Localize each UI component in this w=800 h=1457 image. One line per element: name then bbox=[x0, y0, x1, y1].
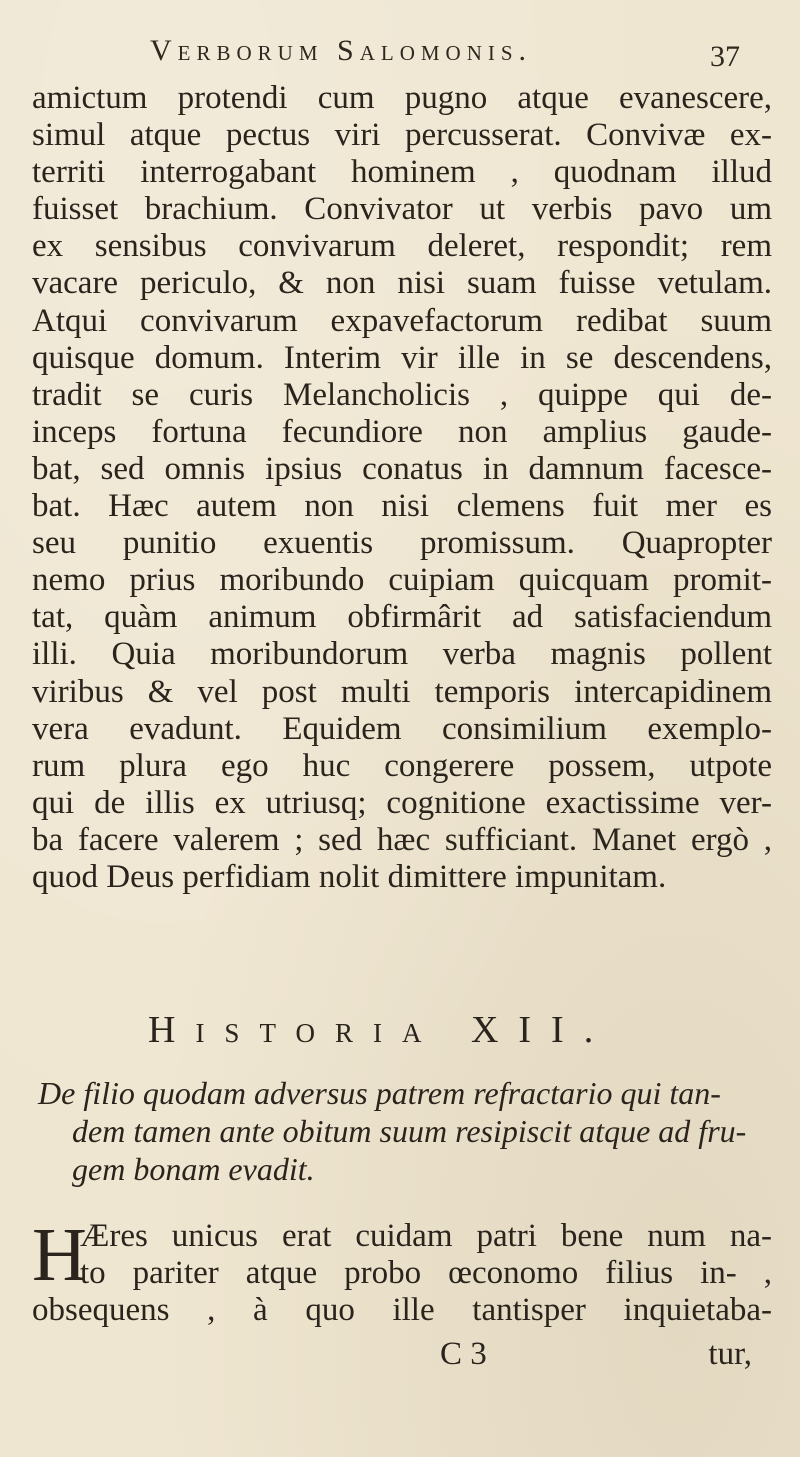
signature-mark: C 3 bbox=[440, 1336, 487, 1372]
drop-cap: H bbox=[32, 1213, 87, 1297]
text-line: qui de illis ex utriusq; cognitione exactissime ver- bbox=[32, 784, 772, 821]
text-line: Atqui convivarum expavefactorum redibat suum bbox=[32, 302, 772, 339]
text-line: bat, sed omnis ipsius conatus in damnum facesce- bbox=[32, 450, 772, 487]
catchword: tur, bbox=[708, 1336, 752, 1372]
text-line-last: quod Deus perfidiam nolit dimittere impunitam. bbox=[32, 858, 667, 895]
text-line: fuisset brachium. Convivator ut verbis pavo um bbox=[32, 191, 772, 228]
text-line: to pariter atque probo œconomo filius in- , bbox=[80, 1255, 772, 1291]
page-number: 37 bbox=[710, 40, 740, 73]
text-line: inceps fortuna fecundiore non amplius gaude- bbox=[32, 413, 772, 450]
subtitle-line: dem tamen ante obitum suum resipiscit atque ad fru- bbox=[72, 1113, 747, 1149]
text-line: quisque domum. Interim vir ille in se descendens, bbox=[32, 339, 772, 376]
text-line: obsequens , à quo ille tantisper inquietaba- bbox=[32, 1292, 772, 1328]
text-line: illi. Quia moribundorum verba magnis pollent bbox=[32, 636, 772, 673]
subtitle-line: gem bonam evadit. bbox=[72, 1151, 315, 1187]
section-subtitle bbox=[38, 1074, 778, 1188]
paragraph-2 bbox=[32, 1213, 772, 1329]
text-line: amictum protendi cum pugno atque evanescere, bbox=[32, 80, 772, 116]
text-line: vera evadunt. Equidem consimilium exemplo- bbox=[32, 710, 772, 747]
text-line: simul atque pectus viri percusserat. Convivæ ex- bbox=[32, 117, 772, 154]
text-line: Æres unicus erat cuidam patri bene num na- bbox=[80, 1218, 772, 1254]
text-line: tat, quàm animum obfirmârit ad satisfaciendum bbox=[32, 599, 772, 636]
text-line: vacare periculo, & non nisi suam fuisse vetulam. bbox=[32, 265, 772, 302]
text-line: ex sensibus convivarum deleret, respondit; rem bbox=[32, 228, 772, 265]
text-line: nemo prius moribundo cuipiam quicquam promit- bbox=[32, 562, 772, 599]
text-line: seu punitio exuentis promissum. Quapropter bbox=[32, 525, 772, 562]
text-line: rum plura ego huc congerere possem, utpote bbox=[32, 747, 772, 784]
paragraph-1 bbox=[32, 80, 772, 896]
text-line: tradit se curis Melancholicis , quippe qui de- bbox=[32, 376, 772, 413]
text-line: ba facere valerem ; sed hæc sufficiant. Manet ergò , bbox=[32, 821, 772, 858]
text-line: viribus & vel post multi temporis intercapidinem bbox=[32, 673, 772, 710]
text-line: territi interrogabant hominem , quodnam illud bbox=[32, 154, 772, 191]
running-title: Verborum Salomonis. bbox=[150, 34, 533, 67]
section-heading: Historia XII. bbox=[148, 1009, 614, 1051]
subtitle-line: De filio quodam adversus patrem refractario qui tan- bbox=[38, 1075, 721, 1111]
text-line: bat. Hæc autem non nisi clemens fuit mer es bbox=[32, 488, 772, 525]
